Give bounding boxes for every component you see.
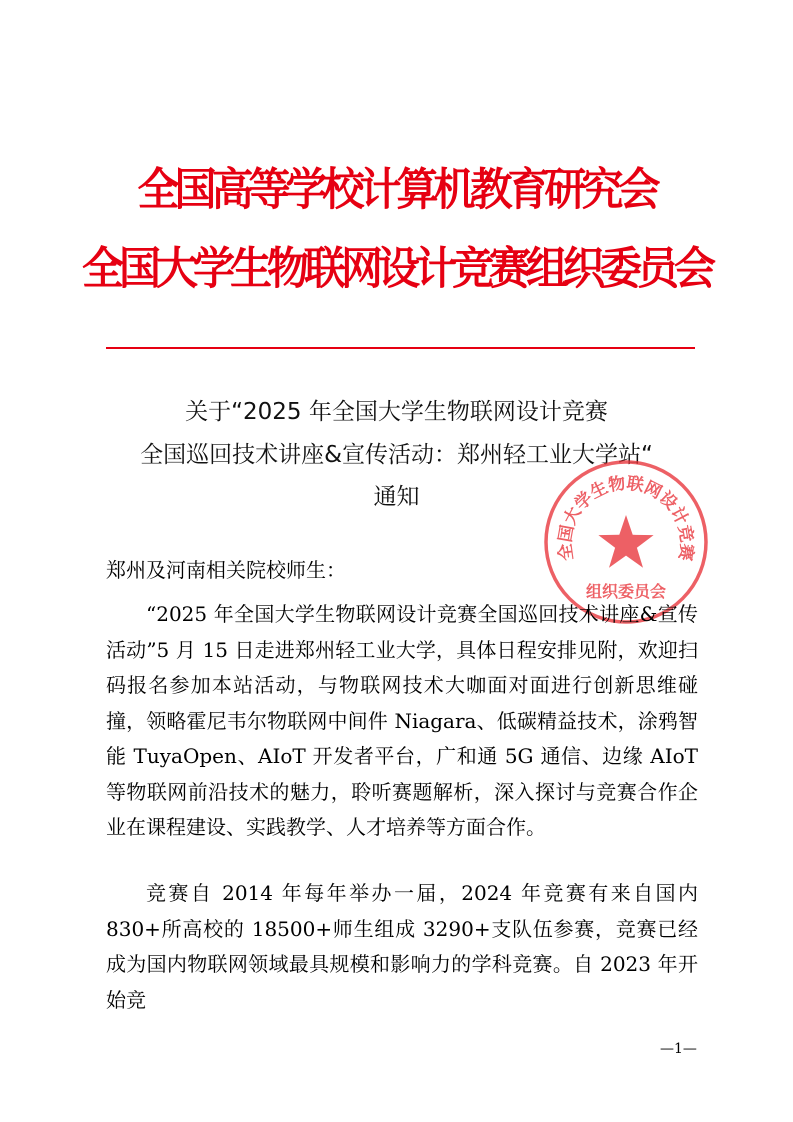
salutation: 郑州及河南相关院校师生： <box>106 558 346 582</box>
notice-title-line-1: 关于“2025 年全国大学生物联网设计竞赛 <box>185 399 608 425</box>
page-number: —1— <box>660 1041 697 1057</box>
header-org-line-2: 全国大学生物联网设计竞赛组织委员会 <box>81 242 711 295</box>
body-paragraph-2: 竞赛自 2014 年每年举办一届，2024 年竞赛有来自国内 830+所高校的 18500+师生组成 3290+支队伍参赛，竞赛已经成为国内物联网领域最具规模和影响力的学科竞赛。自 2023 年开始竞 <box>106 881 698 1012</box>
body-paragraph-1: “2025 年全国大学生物联网设计竞赛全国巡回技术讲座&宣传活动”5 月 15 日走进郑州轻工业大学，具体日程安排见附，欢迎扫码报名参加本站活动，与物联网技术大咖面对面进行创新思维碰撞，领略霍尼韦尔物联网中间件 Niagara、低碳精益技术，涂鸦智能 TuyaOpen、AIoT 开发者平台，广和通 5G 通信、边缘 AIoT 等物联网前沿技术的魅力，聆听赛题解析，深入探讨与竞赛合作企业在课程建设、实践教学、人才培养等方面合作。 <box>106 602 698 839</box>
header-org-line-1: 全国高等学校计算机教育研究会 <box>137 163 656 216</box>
seal-inner-text: 组织委员会 <box>585 582 667 601</box>
notice-title-line-2: 全国巡回技术讲座&宣传活动：郑州轻工业大学站“ <box>140 442 653 468</box>
seal-outer-text: 全国大学生物联网设计竞赛 <box>555 473 697 562</box>
header-divider <box>106 347 695 349</box>
seal-star-icon <box>598 515 653 568</box>
notice-title-line-3: 通知 <box>373 484 420 510</box>
